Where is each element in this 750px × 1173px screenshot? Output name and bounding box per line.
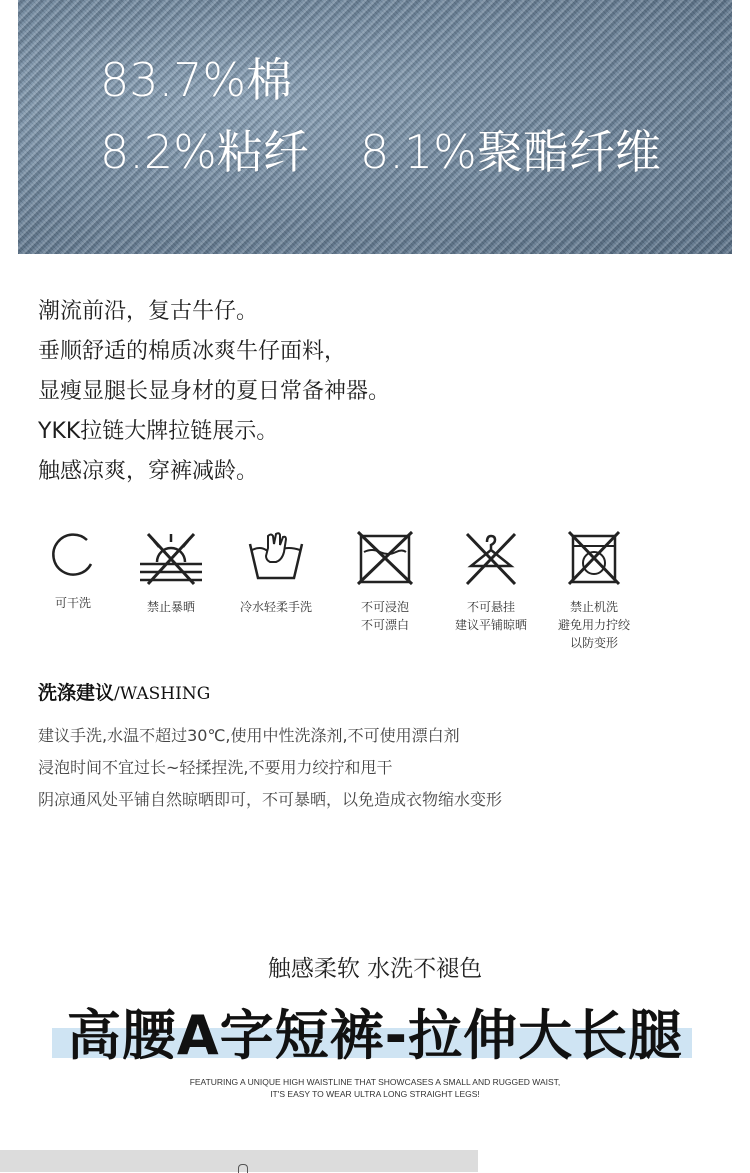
care-label: 可干洗 (54, 596, 91, 610)
promo-english-description (0, 1076, 750, 1100)
care-label: 禁止机洗 避免用力拧绞 以防变形 (557, 600, 630, 650)
care-item-no-machine-wash (539, 530, 649, 652)
care-label: 冷水轻柔手洗 (239, 600, 312, 614)
care-label: 禁止暴晒 (146, 600, 195, 614)
care-label: 不可悬挂 建议平铺晾晒 (454, 600, 527, 632)
care-item-no-soak (330, 530, 440, 634)
no-sun-exposure-icon (138, 530, 204, 586)
washing-title-en: /WASHING (114, 684, 211, 704)
description-line: 潮流前沿，复古牛仔。 (38, 299, 259, 324)
washing-title-zh: 洗涤建议 (38, 682, 115, 704)
dry-clean-icon (47, 530, 99, 582)
care-label: 不可浸泡 不可漂白 (360, 600, 409, 632)
care-item-no-hang (436, 530, 546, 634)
fabric-texture-banner (18, 0, 732, 254)
washing-title (38, 678, 210, 705)
cold-hand-wash-icon (246, 530, 306, 586)
no-hang-icon (463, 530, 519, 586)
care-item-no-sun (116, 530, 226, 616)
fabric-composition-polyester: 8.1%聚酯纤维 (360, 125, 661, 179)
fabric-composition-viscose: 8.2%粘纤 (100, 125, 309, 179)
description-line: 垂顺舒适的棉质冰爽牛仔面料， (38, 339, 347, 364)
washing-line: 浸泡时间不宜过长~轻揉捏洗,不要用力绞拧和甩干 (38, 758, 393, 777)
description-line: 触感凉爽，穿裤减龄。 (38, 459, 259, 484)
washing-line: 阴凉通风处平铺自然晾晒即可，不可暴晒，以免造成衣物缩水变形 (38, 790, 503, 809)
promo-english-line: IT'S EASY TO WEAR ULTRA LONG STRAIGHT LEGS! (270, 1089, 480, 1099)
promo-subtitle: 触感柔软 水洗不褪色 (267, 956, 483, 982)
care-item-dry-clean (18, 530, 128, 612)
promo-headline: 高腰A字短裤-拉伸大长腿 (66, 1004, 684, 1067)
fabric-composition-cotton: 83.7%棉 (100, 53, 293, 107)
description-line: 显瘦显腿长显身材的夏日常备神器。 (38, 379, 391, 404)
product-photo-top-edge (0, 1150, 478, 1172)
promo-english-line: FEATURING A UNIQUE HIGH WAISTLINE THAT SHOWCASES A SMALL AND RUGGED WAIST, (189, 1077, 561, 1087)
description-line: YKK拉链大牌拉链展示。 (38, 419, 279, 444)
product-description (38, 292, 718, 492)
no-machine-wash-icon (567, 530, 621, 586)
washing-line: 建议手洗,水温不超过30℃,使用中性洗涤剂,不可使用漂白剂 (38, 726, 460, 745)
care-item-hand-wash (221, 530, 331, 616)
washing-instructions (38, 720, 502, 816)
no-soak-no-bleach-icon (356, 530, 414, 586)
care-icons-row (18, 530, 718, 660)
